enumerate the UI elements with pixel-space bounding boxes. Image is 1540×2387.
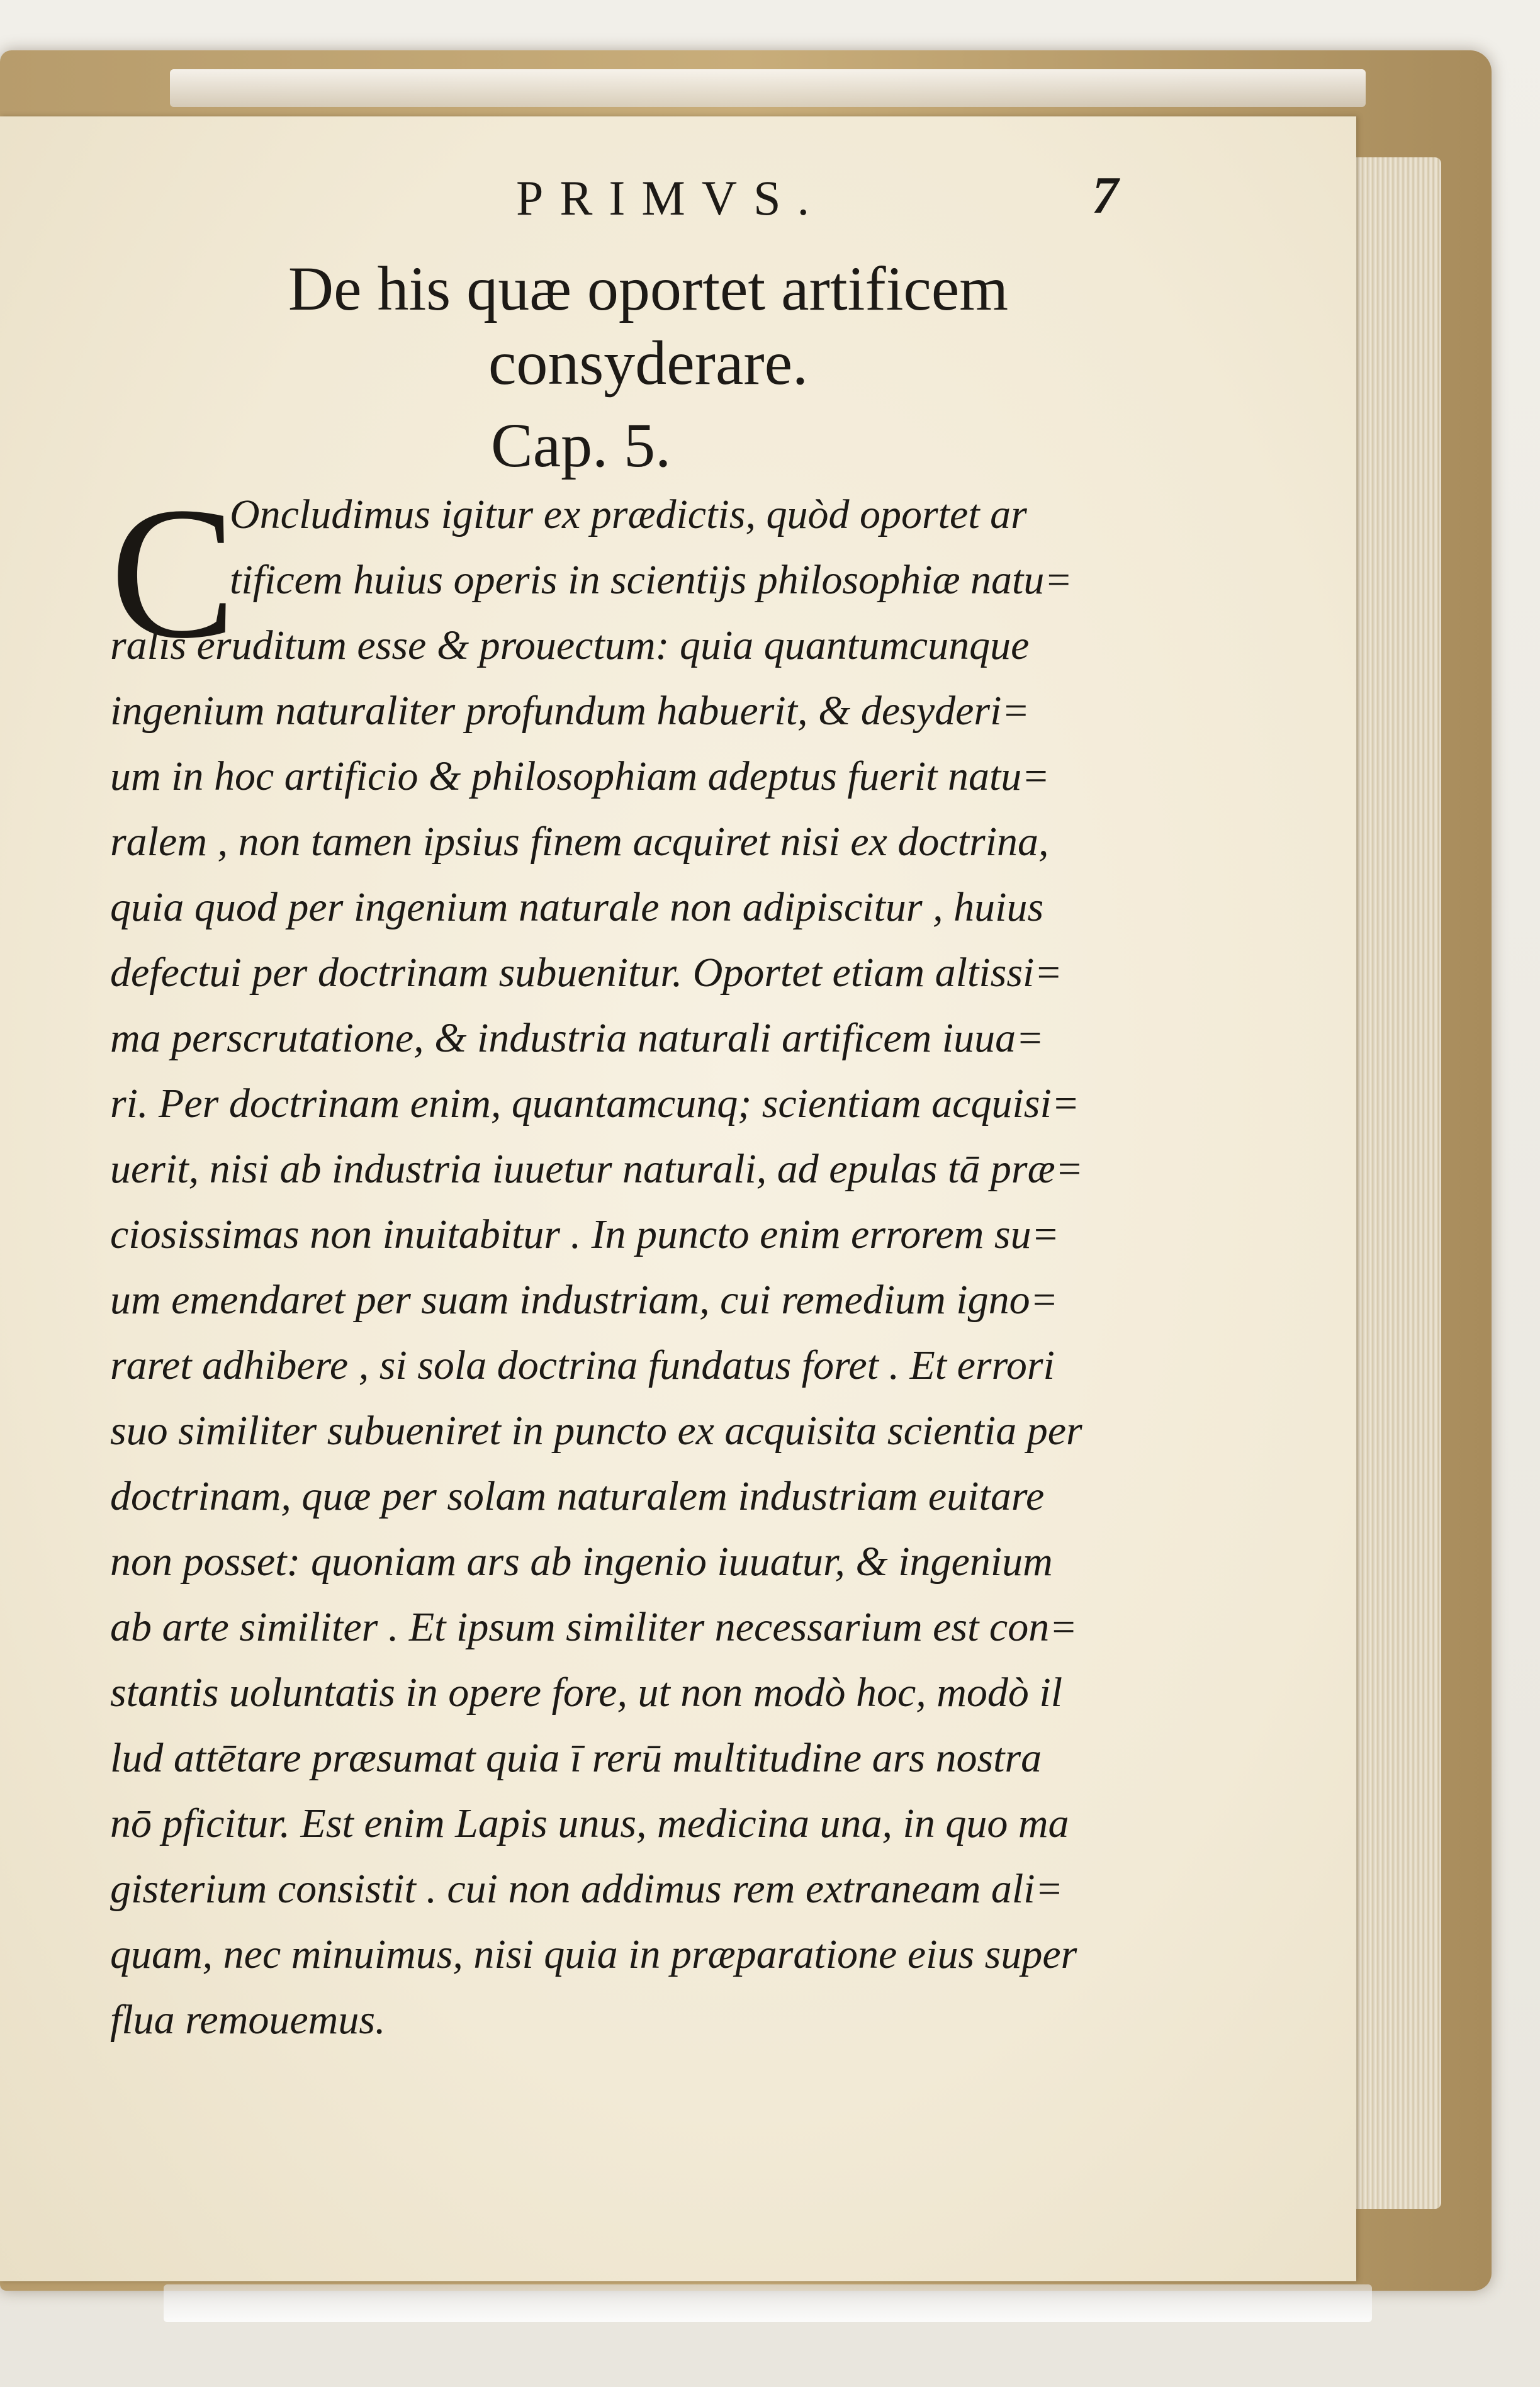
body-line: raret adhibere , si sola doctrina fundatus foret . Et errori bbox=[110, 1342, 1055, 1388]
body-line: um emendaret per suam industriam, cui remedium igno= bbox=[110, 1277, 1059, 1323]
page-edges bbox=[1353, 157, 1441, 2209]
body-line: Oncludimus igitur ex prædictis, quòd oportet ar bbox=[230, 491, 1027, 537]
chapter-heading bbox=[239, 252, 1057, 400]
body-line: quam, nec minuimus, nisi quia in præparatione eius super bbox=[110, 1931, 1077, 1977]
body-line: um in hoc artificio & philosophiam adeptus fuerit natu= bbox=[110, 753, 1050, 799]
body-line: non posset: quoniam ars ab ingenio iuuatur, & ingenium bbox=[110, 1539, 1053, 1585]
bottom-clamp bbox=[164, 2284, 1372, 2322]
body-line: ma perscrutatione, & industria naturali artificem iuua= bbox=[110, 1015, 1044, 1061]
top-clamp bbox=[170, 69, 1366, 107]
body-line: ri. Per doctrinam enim, quantamcunq; scientiam acquisi= bbox=[110, 1081, 1080, 1126]
body-line: tificem huius operis in scientijs philosophiæ natu= bbox=[230, 557, 1072, 603]
body-line: stantis uoluntatis in opere fore, ut non modò hoc, modò il bbox=[110, 1670, 1063, 1716]
body-line: ab arte similiter . Et ipsum similiter necessarium est con= bbox=[110, 1604, 1077, 1650]
body-line: lud attētare præsumat quia ī rerū multitudine ars nostra bbox=[110, 1735, 1042, 1781]
body-line: quia quod per ingenium naturale non adipiscitur , huius bbox=[110, 884, 1044, 930]
body-line: flua remouemus. bbox=[110, 1997, 386, 2043]
body-line: defectui per doctrinam subuenitur. Oportet etiam altissi= bbox=[110, 950, 1062, 996]
body-line: uerit, nisi ab industria iuuetur naturali, ad epulas tā præ= bbox=[110, 1146, 1084, 1192]
drop-cap: C bbox=[110, 468, 237, 677]
body-line: ciosissimas non inuitabitur . In puncto enim errorem su= bbox=[110, 1211, 1060, 1257]
body-line: ingenium naturaliter profundum habuerit, & desyderi= bbox=[110, 688, 1030, 734]
running-head-title: PRIMVS. bbox=[516, 171, 826, 225]
body-line: nō pficitur. Est enim Lapis unus, medicina una, in quo ma bbox=[110, 1800, 1069, 1846]
body-line: gisterium consistit . cui non addimus rem extraneam ali= bbox=[110, 1866, 1064, 1912]
chapter-number: Cap. 5. bbox=[491, 410, 672, 480]
heading-line-2: consyderare. bbox=[488, 328, 809, 398]
page-number: 7 bbox=[1092, 166, 1118, 225]
body-line: ralem , non tamen ipsius finem acquiret nisi ex doctrina, bbox=[110, 819, 1049, 865]
body-line: ralis eruditum esse & prouectum: quia quantumcunque bbox=[110, 622, 1030, 668]
body-line: doctrinam, quæ per solam naturalem industriam euitare bbox=[110, 1473, 1045, 1519]
heading-line-1: De his quæ oportet artificem bbox=[288, 254, 1009, 323]
body-line: suo similiter subueniret in puncto ex acquisita scientia per bbox=[110, 1408, 1082, 1454]
